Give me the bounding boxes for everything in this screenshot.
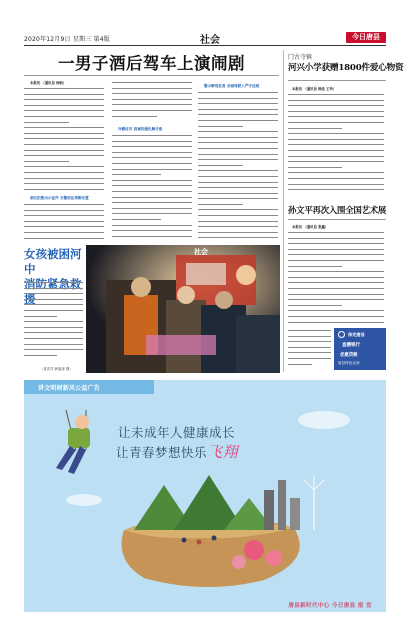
main-story-byline: 本报讯 （通讯员 杨帆） bbox=[30, 81, 67, 85]
psa-illustration bbox=[24, 380, 386, 612]
main-story-column-1 bbox=[24, 86, 106, 241]
text-line bbox=[112, 114, 157, 120]
right-story-body bbox=[288, 92, 386, 196]
right-story-2-title: 孙文平再次入围全国艺术展 bbox=[288, 205, 387, 215]
text-lines bbox=[112, 80, 194, 119]
ad-line-3: 唐县特色农商 bbox=[338, 361, 360, 365]
main-story-subhead-3: 警示醉驾危害 劝诫驾驶人严守法规 bbox=[204, 84, 260, 88]
right-story-title: 河兴小学获赠1800件爱心物资 bbox=[288, 63, 404, 73]
rescue-photo-illustration bbox=[86, 245, 280, 373]
text-line bbox=[198, 235, 278, 241]
text-line bbox=[288, 187, 384, 193]
bank-logo-icon bbox=[338, 331, 345, 338]
main-headline: 一男子酒后驾车上演闹剧 bbox=[58, 54, 245, 73]
main-story-subhead-1: 酒后拒绝出示证件 交警依法果断处置 bbox=[30, 196, 89, 200]
psa-slogan-line-2-text: 让青春梦想快乐 bbox=[116, 445, 208, 460]
psa-banner-text: 讲文明树新风公益广告 bbox=[38, 385, 101, 392]
right-title-2-divider bbox=[288, 219, 386, 220]
right-story-kicker: 门古寺镇 bbox=[288, 54, 313, 61]
right-story-2-byline: 本报讯 （通讯员 张鑫） bbox=[292, 225, 329, 229]
right-story-byline: 本报讯 （通讯员 韩佳 王玲） bbox=[292, 87, 337, 91]
text-line bbox=[288, 320, 384, 326]
issue-date: 2020年12月9日 星期三 第4版 bbox=[24, 36, 110, 43]
headline-divider bbox=[24, 75, 279, 76]
text-line bbox=[24, 187, 104, 193]
right-story-2-body-cont bbox=[288, 328, 332, 370]
psa-slogan-line-1: 让未成年人健康成长 bbox=[118, 425, 236, 440]
main-story-column-2 bbox=[112, 80, 194, 241]
right-title-divider bbox=[288, 80, 386, 81]
main-story-column-3 bbox=[198, 80, 280, 241]
right-story-2-body bbox=[288, 230, 386, 326]
text-lines bbox=[198, 90, 280, 241]
ad-line-2: 优惠贷款 bbox=[340, 353, 358, 358]
psa-slogan-highlight: 飞翔 bbox=[207, 443, 239, 461]
section-title: 社会 bbox=[200, 35, 220, 46]
text-line bbox=[24, 353, 57, 359]
column-divider bbox=[283, 50, 284, 372]
text-lines bbox=[288, 328, 332, 367]
text-lines bbox=[24, 202, 106, 241]
photo-tag: 社会 bbox=[194, 247, 208, 256]
public-service-ad bbox=[24, 380, 386, 612]
text-lines bbox=[24, 280, 84, 358]
ad-bank-name: 保定唐县 bbox=[348, 332, 365, 337]
text-lines bbox=[112, 133, 194, 239]
main-story-subhead-2: 冷静应对 真诚沟通化解矛盾 bbox=[118, 127, 163, 131]
text-line bbox=[112, 234, 192, 240]
text-line bbox=[288, 362, 312, 368]
text-lines bbox=[288, 92, 386, 193]
text-lines bbox=[288, 230, 386, 325]
psa-slogan-line-2 bbox=[116, 441, 238, 462]
masthead-logo: 今日唐县 bbox=[346, 32, 386, 43]
rescue-photo bbox=[86, 245, 280, 373]
ad-line-1: 直播银行 bbox=[342, 343, 360, 348]
text-line bbox=[24, 236, 104, 241]
photo-story-caption bbox=[24, 280, 84, 362]
photo-credit: （喜洋洋 韩旭涛 摄） bbox=[40, 367, 73, 371]
page-header bbox=[24, 32, 386, 46]
psa-footer: 唐县新时代中心 今日唐县 报 宣 bbox=[288, 603, 372, 609]
bank-advertisement bbox=[334, 328, 386, 370]
photo-story-title-line-1: 女孩被困河中 bbox=[24, 247, 82, 276]
text-lines bbox=[24, 86, 106, 192]
